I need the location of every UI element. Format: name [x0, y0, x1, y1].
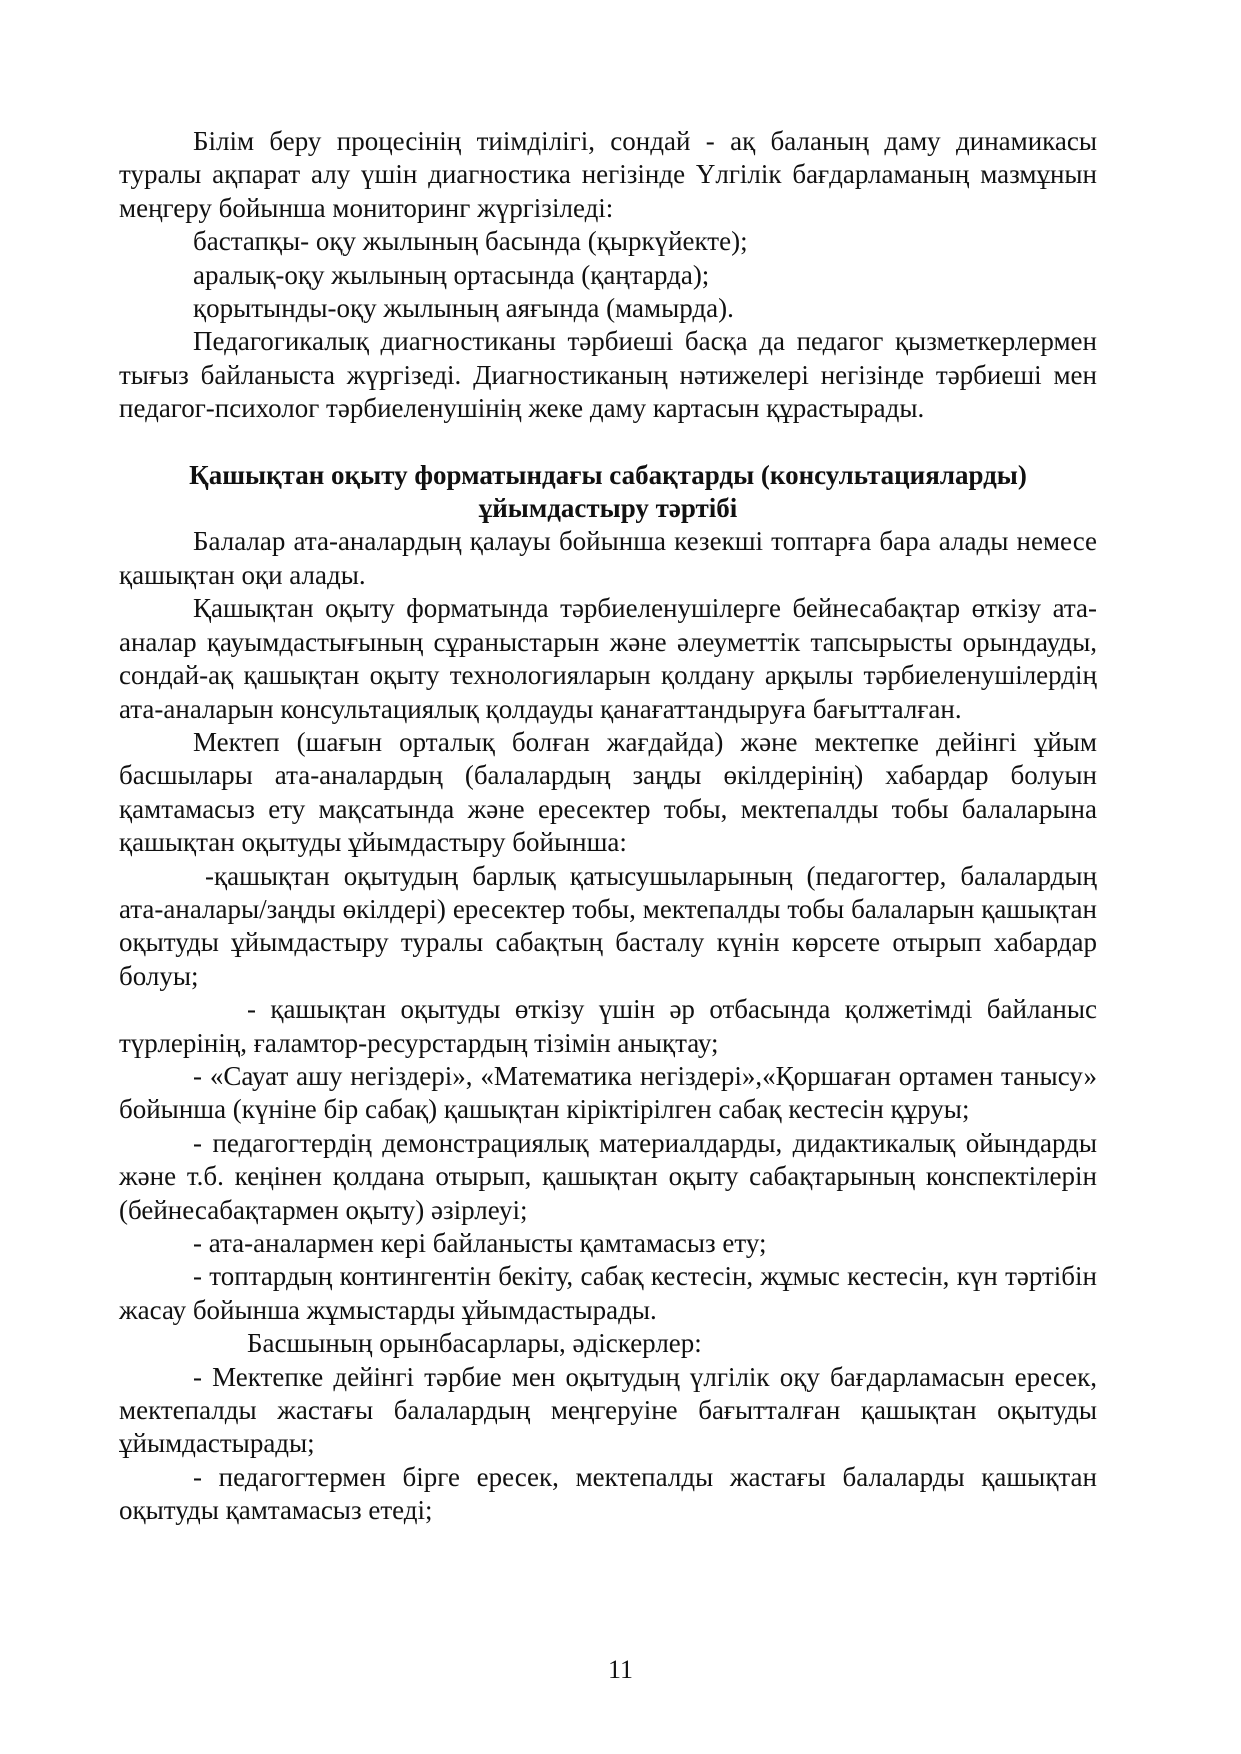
- paragraph-diagnostics: Педагогикалық диагностиканы тәрбиеші басқа да педагог қызметкерлермен тығыз байланыста жүргізеді. Диагностиканың нәтижелері негізінде тәрбиеші мен педагог-психолог тәрбиеленушінің жеке даму картасын құрастырады.: [119, 326, 1097, 424]
- list-item-stage-final: қорытынды-оқу жылының аяғында (мамырда).: [193, 293, 734, 324]
- section-heading-line2: ұйымдастыру тәртібі: [478, 493, 738, 524]
- paragraph-leaders: Мектеп (шағын орталық болған жағдайда) және мектепке дейінгі ұйым басшылары ата-аналардың (балалардың заңды өкілдерінің) хабардар болуын қамтамасыз ету мақсатында және ересектер тобы, мектепалды тобы балаларына қашықтан оқытуды ұйымдастыру бойынша:: [119, 726, 1097, 858]
- page-body: [119, 125, 1097, 1528]
- list-item-notify-participants: -қашықтан оқытудың барлық қатысушыларының (педагогтер, балалардың ата-аналары/заңды өкілдері) ересектер тобы, мектепалды тобы балаларын қашықтан оқытуды ұйымдастыру туралы сабақтың басталу күнін көрсете отырып хабардар болуы;: [119, 860, 1097, 991]
- paragraph-deputies: Басшының орынбасарлары, әдіскерлер:: [247, 1328, 702, 1359]
- list-item-contingent: - топтардың контингентін бекіту, сабақ кестесін, жұмыс кестесін, күн тәртібін жасау бойынша жұмыстарды ұйымдастырады.: [119, 1261, 1097, 1325]
- paragraph-remote-format: Қашықтан оқыту форматында тәрбиеленушілерге бейнесабақтар өткізу ата-аналар қауымдастығының сұраныстарын және әлеуметтік тапсырысты орындауды, сондай-ақ қашықтан оқыту технологияларын қолдану арқылы тәрбиеленушілердің ата-аналарын консультациялық қолдауды қанағаттандыруға бағытталған.: [119, 593, 1097, 724]
- paragraph-attendance: Балалар ата-аналардың қалауы бойынша кезекші топтарға бара алады немесе қашықтан оқи алады.: [119, 526, 1097, 590]
- list-item-stage-start: бастапқы- оқу жылының басында (қыркүйекте);: [193, 226, 748, 257]
- list-item-curriculum: - Мектепке дейінгі тәрбие мен оқытудың үлгілік оқу бағдарламасын ересек, мектепалды жастағы балалардың меңгеруіне бағытталған қашықтан оқытуды ұйымдастырады;: [119, 1361, 1097, 1459]
- page-number: 11: [607, 1655, 634, 1684]
- list-item-stage-mid: аралық-оқу жылының ортасында (қаңтарда);: [193, 259, 710, 290]
- list-item-lesson-notes: - педагогтердің демонстрациялық материалдарды, дидактикалық ойындарды және т.б. кеңінен қолдана отырып, қашықтан оқыту сабақтарының конспектілерін (бейнесабақтармен оқыту) әзірлеуі;: [119, 1127, 1097, 1225]
- list-item-feedback: - ата-аналармен кері байланысты қамтамасыз ету;: [193, 1228, 767, 1258]
- paragraph-monitoring-intro: Білім беру процесінің тиімділігі, сондай - ақ баланың даму динамикасы туралы ақпарат алу үшін диагностика негізінде Үлгілік бағдарламаның мазмұнын меңгеру бойынша мониторинг жүргізіледі:: [119, 126, 1097, 223]
- section-heading-line1: Қашықтан оқыту форматындағы сабақтарды (консультацияларды): [189, 459, 1027, 490]
- list-item-schedule: - «Сауат ашу негіздері», «Математика негіздері»,«Қоршаған ортамен танысу» бойынша (күніне бір сабақ) қашықтан кіріктірілген сабақ кестесін құруы;: [119, 1060, 1097, 1125]
- list-item-communication-types: - қашықтан оқытуды өткізу үшін әр отбасында қолжетімді байланыс түрлерінің, ғаламтор-ресурстардың тізімін анықтау;: [119, 994, 1097, 1058]
- section-heading: [119, 459, 1097, 526]
- list-item-ensure-remote: - педагогтермен бірге ересек, мектепалды жастағы балаларды қашықтан оқытуды қамтамасыз етеді;: [119, 1461, 1097, 1526]
